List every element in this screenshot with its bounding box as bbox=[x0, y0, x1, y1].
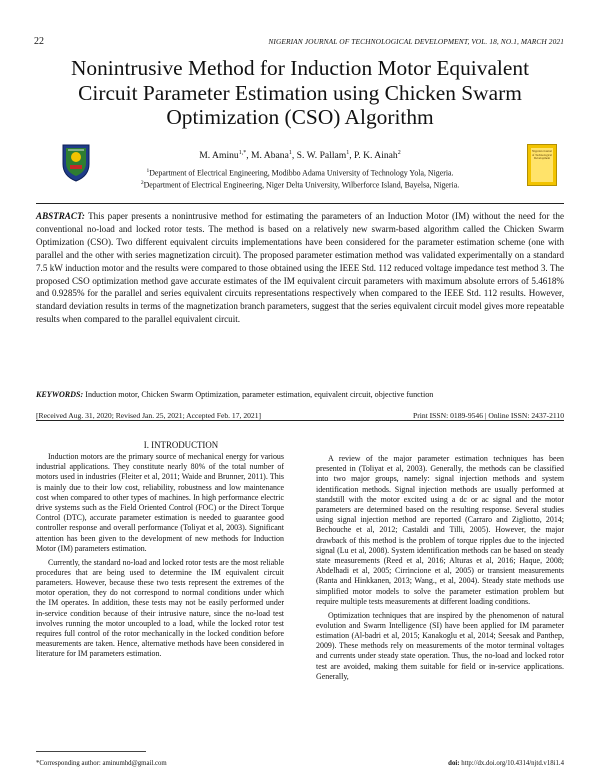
paragraph: Optimization techniques that are inspired by the phenomenon of natural evolution and Swarm Intelligence (SI) have been applied for IM parameter estimation (Al-badri et al, 2015; Kanakoglu et al, 2014; Seesak and Panthep, 2009). These methods rely on measurements of the motor terminal voltages and currents under steady state operation. Thus, the no-load and locked rotor test are avoided, making them suitable for field or in-service applications. Generally, bbox=[316, 610, 564, 681]
author-name: P. K. Ainah bbox=[354, 150, 398, 162]
doi bbox=[448, 760, 564, 767]
abstract-label: ABSTRACT: bbox=[36, 211, 85, 221]
left-column bbox=[36, 452, 284, 663]
author-list: M. Aminu$^{1,*}$, M. Abana$^1$, S. W. Pallam$^1$, P. K. Ainah$^2$ bbox=[199, 150, 401, 162]
journal-cover-title: Nigerian Journal of Technological Development bbox=[531, 148, 553, 182]
abstract bbox=[36, 210, 564, 326]
author-affiliation-mark: 1 bbox=[346, 150, 350, 156]
author-affiliation-mark: 1,* bbox=[238, 150, 247, 156]
corresponding-author: *Corresponding author: aminumhd@gmail.com bbox=[36, 760, 167, 767]
paragraph: Induction motors are the primary source of mechanical energy for various industrial applications. They constitute nearly 80% of the total number of motors used in industries (Fleiter et al, 2011; Waide and Brunner, 2011). This is mainly due to their low cost, reliability, robustness and low maintenance cost when compared to other types of machines. In high performance electric drive systems such as the Field Oriented Control (FOC) or the Direct Torque Control (DTC), accurate parameter estimation is needed to guarantee good controller response and overall performance (Toliyat et al, 2003). Significant attention has been given to the development of new methods for Induction Motor (IM) parameters estimation. bbox=[36, 452, 284, 553]
keywords bbox=[36, 390, 564, 399]
affiliation-text: Department of Electrical Engineering, Niger Delta University, Wilberforce Island, Bayelsa, Nigeria. bbox=[143, 180, 460, 190]
affiliation-mark: 1 bbox=[146, 168, 150, 174]
page-number: 22 bbox=[34, 36, 44, 47]
keywords-text: Induction motor, Chicken Swarm Optimization, parameter estimation, equivalent circuit, objective function bbox=[85, 390, 434, 399]
author-name: M. Abana bbox=[251, 150, 289, 162]
paper-title: Nonintrusive Method for Induction Motor Equivalent Circuit Parameter Estimation using Chicken Swarm Optimization (CSO) Algorithm bbox=[70, 56, 530, 129]
author-affiliation-mark: 2 bbox=[397, 150, 401, 156]
footnote-divider bbox=[36, 751, 146, 752]
abstract-text: This paper presents a nonintrusive method for estimating the parameters of an Induction Motor (IM) without the need for the conventional no-load and locked rotor tests. The method is based on a relatively new swarm-based algorithm called the Chicken Swarm Optimization (CSO). Two different equivalent circuits implementations have been considered for the parameter estimation scheme (one with parallel and the other with series magnetization circuit). The proposed parameter estimation method was validated experimentally on a standard 7.5 kW induction motor and the results were compared to those obtained using the IEEE Std. 112 reduced voltage impedance test method 3. The proposed CSO optimization method gave accurate estimates of the IM equivalent circuit parameters with maximum absolute errors of 5.4618% and 0.9285% for the parallel and series equivalent circuits representations respectively when compared to the IEEE Std. 112 results. However, standard deviation results in terms of the magnetization branch parameters, suggest that the series equivalent circuit model gives more repeatable results when compared to the parallel equivalent circuit. bbox=[36, 211, 565, 325]
submission-dates: [Received Aug. 31, 2020; Revised Jan. 25, 2021; Accepted Feb. 17, 2021] bbox=[36, 411, 262, 420]
affiliation-1 bbox=[0, 168, 600, 178]
divider bbox=[36, 420, 564, 421]
running-header: NIGERIAN JOURNAL OF TECHNOLOGICAL DEVELOPMENT, VOL. 18, NO.1, MARCH 2021 bbox=[268, 37, 564, 46]
paragraph: A review of the major parameter estimation techniques has been presented in (Toliyat et al, 2003). Generally, the methods can be classified into two major groups, namely: signal injection methods and system identification methods. Signal injection methods are usually performed at standstill with the motor excited using a dc or ac signal and the motor parameters are determined based on the resulting response. Several studies using signal injection method are reported (Carraro and Zigliotto, 2014; Bechouche et al, 2012; Castaldi and Tilli, 2005). However, the major drawback of this method is the problem of torque ripples due to the injected signal (Lu et al, 2008). System identification methods can be based on steady state measurements (Reed et al, 2016; Alturas et al, 2016; Haque, 2008; Abdelhadi et al, 2005; Cirrincione et al, 2005) or transient measurements (Ranta and Hinkkanen, 2013; Wang., et al, 2004). Steady state methods use simplified motor models to solve the parameter estimation problem but require multiple tests measurements at different loading conditions. bbox=[316, 454, 564, 606]
affiliation-2 bbox=[0, 180, 600, 190]
affiliation-mark: 2 bbox=[140, 180, 144, 186]
doi-link[interactable]: http://dx.doi.org/10.4314/njtd.v18i1.4 bbox=[461, 760, 564, 767]
author-name: S. W. Pallam bbox=[296, 150, 347, 162]
doi-label: doi: bbox=[448, 760, 460, 767]
right-column bbox=[316, 454, 564, 686]
affiliation-text: Department of Electrical Engineering, Modibbo Adama University of Technology Yola, Nigeria. bbox=[149, 168, 454, 178]
section-heading: I. INTRODUCTION bbox=[143, 440, 219, 450]
issn: Print ISSN: 0189-9546 | Online ISSN: 2437-2110 bbox=[412, 411, 564, 420]
keywords-label: KEYWORDS: bbox=[36, 390, 84, 399]
paragraph: Currently, the standard no-load and locked rotor tests are the most reliable procedures that are being used to determine the IM equivalent circuit parameters. However, because these two tests represent the extremes of the motor operation, they do not correspond to normal conditions under which the IM operates. In addition, these tests may not be easily performed under in-service condition because of their intrusive nature, since the no-load test involves running the motor uncoupled to a load, while the locked rotor test requires full control of the rotor mechanically in the locked condition before measurements are taken. Hence, alternative methods have been considered in literature for IM parameters estimation. bbox=[36, 557, 284, 659]
divider bbox=[36, 203, 564, 204]
author-name: M. Aminu bbox=[199, 150, 239, 162]
author-affiliation-mark: 1 bbox=[288, 150, 292, 156]
